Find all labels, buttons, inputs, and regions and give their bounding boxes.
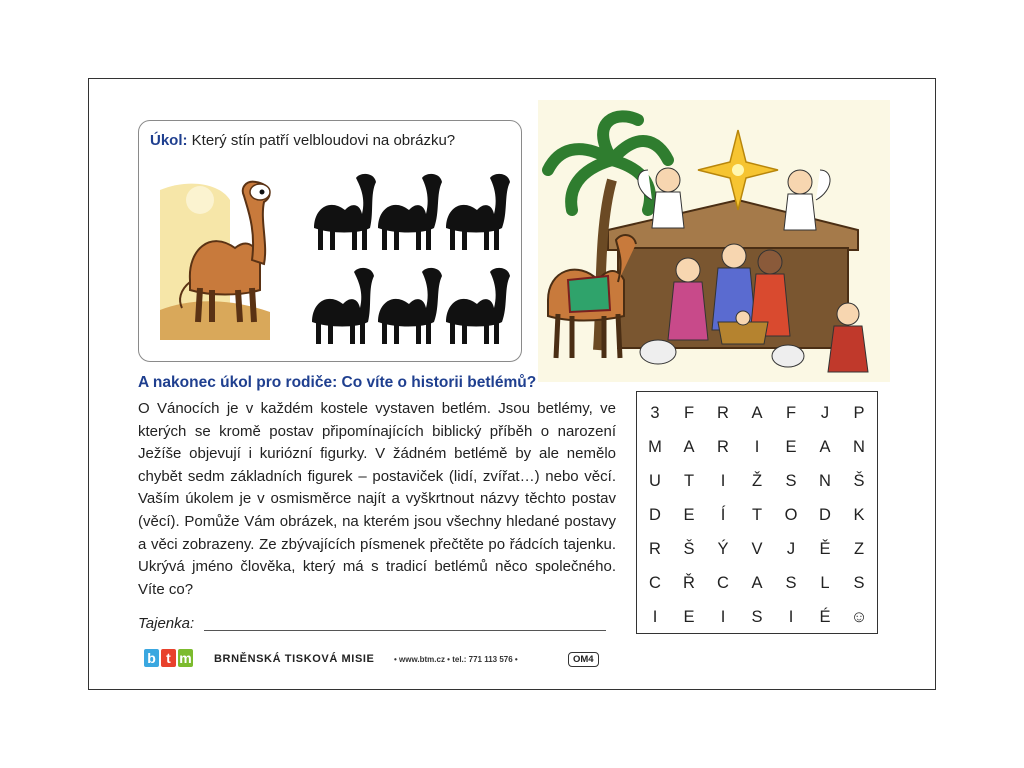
wordsearch-cell[interactable]: I — [788, 607, 794, 626]
parents-task-text: O Vánocích je v každém kostele vystaven betlém. Jsou betlémy, ve kterých se kromě postav připomínajících biblický příběh o narození Ježíše objevují i kuriózní figurky. V žádném betlémě by ale nemělo chybět sedm základních figurek – postaviček (lidí, zvířat…) nebo věcí. Vaším úkolem je v osmisměrce najít a vyškrtnout názvy těchto postav (věcí). Pomůže Vám obrázek, na kterém jsou všechny hledané postavy a věci zobrazeny. Ze zbývajících písmenek přečtěte po řádcích tajenku. Ukrývá jméno člověka, který má s tradicí betlémů něco společného. Víte co? — [138, 400, 616, 598]
task-keyword: Úkol: — [150, 132, 188, 149]
shadow-2 — [378, 174, 442, 250]
wordsearch-cell[interactable]: 3 — [650, 403, 660, 422]
wordsearch-cell[interactable]: A — [751, 403, 763, 422]
camel-illustration — [160, 170, 300, 340]
wordsearch-cell[interactable]: N — [819, 471, 831, 490]
wordsearch-cell[interactable]: Š — [683, 539, 695, 558]
wordsearch-cell[interactable]: R — [649, 539, 661, 558]
wordsearch-cell[interactable]: J — [820, 403, 830, 422]
smiley-icon: ☺ — [850, 607, 868, 626]
worksheet-code-badge: OM4 — [568, 652, 599, 667]
wordsearch-cell[interactable]: N — [853, 437, 865, 456]
wordsearch-cell[interactable]: Ž — [751, 471, 763, 490]
shadow-3 — [446, 174, 510, 250]
wordsearch-cell[interactable]: C — [649, 573, 661, 592]
wordsearch-cell[interactable]: S — [785, 573, 797, 592]
answer-write-line[interactable] — [204, 630, 606, 631]
wordsearch-grid — [638, 396, 876, 634]
logo-letter-m: m — [179, 650, 192, 666]
wordsearch-cell[interactable]: I — [754, 437, 760, 456]
wordsearch-cell[interactable]: D — [649, 505, 661, 524]
shadow-5 — [378, 268, 442, 344]
wordsearch-cell[interactable]: Š — [853, 471, 865, 490]
wordsearch-cell[interactable]: P — [853, 403, 865, 422]
wordsearch-cell[interactable]: K — [853, 505, 865, 524]
wordsearch-cell[interactable]: S — [751, 607, 763, 626]
wordsearch-cell[interactable]: U — [649, 471, 661, 490]
wordsearch-cell[interactable]: I — [652, 607, 658, 626]
logo-letter-t: t — [161, 649, 176, 667]
wordsearch-cell[interactable]: F — [785, 403, 797, 422]
wordsearch-cell[interactable]: J — [786, 539, 796, 558]
task-question: Který stín patří velbloudovi na obrázku? — [187, 132, 456, 149]
publisher-name: BRNĚNSKÁ TISKOVÁ MISIE — [214, 653, 375, 665]
footer — [144, 649, 614, 673]
wordsearch-cell[interactable]: S — [853, 573, 865, 592]
wordsearch-cell[interactable]: O — [784, 505, 798, 524]
wordsearch-cell[interactable]: I — [720, 471, 726, 490]
camel-shadow-options — [300, 168, 510, 348]
wordsearch-cell[interactable]: R — [717, 403, 729, 422]
wordsearch-cell[interactable]: T — [683, 471, 695, 490]
parents-task-title: A nakonec úkol pro rodiče: Co víte o historii betlémů? — [138, 374, 537, 391]
wordsearch-cell[interactable]: R — [717, 437, 729, 456]
wordsearch-cell[interactable]: V — [751, 539, 763, 558]
wordsearch-cell[interactable]: Í — [720, 505, 726, 524]
wordsearch-cell[interactable]: T — [751, 505, 763, 524]
nativity-scene-illustration — [538, 100, 890, 382]
wordsearch-cell[interactable]: Ě — [819, 539, 831, 558]
logo-letter-b: b — [144, 649, 159, 667]
answer-label: Tajenka: — [138, 615, 195, 632]
shadow-6 — [446, 268, 510, 344]
wordsearch-cell[interactable]: Z — [853, 539, 865, 558]
publisher-contact: • www.btm.cz • tel.: 771 113 576 • — [394, 655, 518, 664]
shadow-1 — [314, 174, 376, 250]
wordsearch-cell[interactable]: C — [717, 573, 729, 592]
wordsearch-cell[interactable]: I — [720, 607, 726, 626]
wordsearch-cell[interactable]: A — [683, 437, 695, 456]
wordsearch-cell[interactable]: F — [683, 403, 695, 422]
wordsearch-cell[interactable]: É — [819, 607, 831, 626]
wordsearch-cell[interactable]: E — [683, 505, 695, 524]
wordsearch-cell[interactable]: M — [648, 437, 662, 456]
wordsearch-cell[interactable]: A — [819, 437, 831, 456]
wordsearch-cell[interactable]: S — [785, 471, 797, 490]
wordsearch-cell[interactable]: D — [819, 505, 831, 524]
wordsearch-cell[interactable]: Ý — [717, 539, 729, 558]
wordsearch-cell[interactable]: E — [683, 607, 695, 626]
btm-logo — [144, 649, 193, 667]
wordsearch-cell[interactable]: L — [820, 573, 830, 592]
camel-task-heading — [150, 132, 455, 149]
wordsearch-cell[interactable]: A — [751, 573, 763, 592]
wordsearch-cell[interactable]: Ř — [683, 573, 695, 592]
shadow-4 — [312, 268, 374, 344]
wordsearch-cell[interactable]: E — [785, 437, 797, 456]
